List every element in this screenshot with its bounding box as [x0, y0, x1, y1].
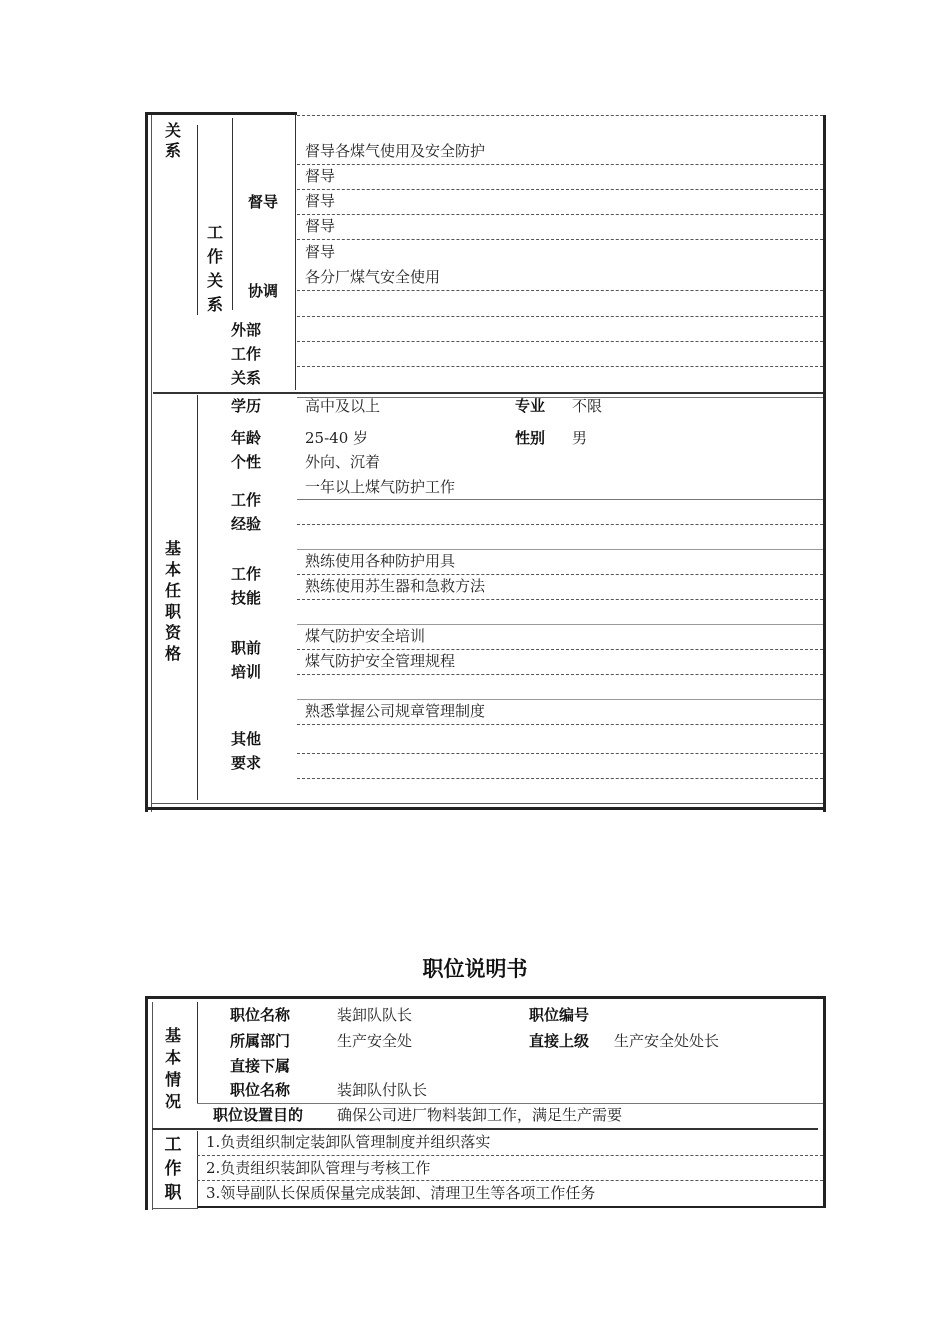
table2-right-border — [823, 996, 826, 1208]
rule — [297, 624, 823, 625]
document-title: 职位说明书 — [422, 957, 528, 981]
table1-top-dash — [297, 115, 823, 116]
education-label: 学历 — [231, 397, 262, 415]
external-label-3: 关系 — [231, 369, 262, 387]
col-sep-3 — [295, 115, 296, 390]
rule — [297, 499, 823, 500]
experience-label-1: 工作 — [231, 491, 262, 509]
skills-label-1: 工作 — [231, 565, 262, 583]
supervise-row-1: 督导各煤气使用及安全防护 — [305, 142, 486, 160]
table2-top-border — [145, 996, 826, 999]
table1-right-border — [823, 115, 826, 812]
rule — [297, 316, 823, 317]
training-label-1: 职前 — [231, 639, 262, 657]
supervise-row-2: 督导 — [305, 167, 336, 185]
rule — [297, 549, 823, 550]
personality-label: 个性 — [231, 453, 262, 471]
gender-value: 男 — [572, 429, 588, 447]
experience-value: 一年以上煤气防护工作 — [305, 478, 456, 496]
table2-section-divider — [152, 1128, 818, 1130]
rule — [297, 724, 823, 725]
position-code-label: 职位编号 — [529, 1006, 590, 1024]
table2-left-inner — [152, 1002, 153, 1210]
col-sep-1b — [197, 395, 198, 800]
rule — [297, 239, 823, 240]
superior-value: 生产安全处处长 — [614, 1032, 720, 1050]
skills-label-2: 技能 — [231, 589, 262, 607]
table2-left-border — [145, 996, 148, 1210]
sub-position-value: 装卸队付队长 — [337, 1081, 428, 1099]
rule — [297, 599, 823, 600]
table2-bottom-left — [152, 1208, 198, 1209]
basic-qualification-label: 基本任职资格 — [164, 539, 181, 663]
duty-item-1: 1.负责组织制定装卸队管理制度并组织落实 — [206, 1133, 491, 1151]
training-label-2: 培训 — [231, 663, 262, 681]
table1-left-border — [145, 112, 148, 812]
rule — [297, 366, 823, 367]
subordinate-label: 直接下属 — [230, 1057, 291, 1075]
external-label-2: 工作 — [231, 345, 262, 363]
coordinate-label: 协调 — [248, 282, 279, 300]
rule — [197, 1155, 823, 1156]
rule — [297, 649, 823, 650]
table2-bottom-border — [197, 1206, 826, 1208]
duty-item-3: 3.领导副队长保质保量完成装卸、清理卫生等各项工作任务 — [206, 1184, 596, 1202]
sub-position-label: 职位名称 — [230, 1081, 291, 1099]
rule — [297, 290, 823, 291]
table1-bottom-border — [145, 807, 826, 810]
external-label-1: 外部 — [231, 321, 262, 339]
training-value-2: 煤气防护安全管理规程 — [305, 652, 456, 670]
rule — [197, 1180, 823, 1181]
rule — [297, 189, 823, 190]
experience-label-2: 经验 — [231, 515, 262, 533]
table1-bottom-border-inner — [151, 803, 823, 804]
col-sep-1 — [197, 125, 198, 315]
rule — [297, 674, 823, 675]
purpose-value: 确保公司进厂物料装卸工作，满足生产需要 — [337, 1106, 623, 1124]
rule — [297, 778, 823, 779]
duty-item-2: 2.负责组织装卸队管理与考核工作 — [206, 1159, 431, 1177]
relation-label: 关系 — [164, 121, 181, 160]
work-relation-label: 工作关系 — [206, 223, 223, 314]
age-label: 年龄 — [231, 429, 262, 447]
supervise-label: 督导 — [248, 193, 279, 211]
table2-col-sep — [197, 1002, 198, 1103]
rule — [297, 341, 823, 342]
education-value: 高中及以上 — [305, 397, 381, 415]
skills-value-2: 熟练使用苏生器和急救方法 — [305, 577, 486, 595]
other-value-1: 熟悉掌握公司规章管理制度 — [305, 702, 486, 720]
rule — [297, 214, 823, 215]
rule — [297, 574, 823, 575]
table1-top-border — [145, 112, 297, 115]
position-name-value: 装卸队队长 — [337, 1006, 413, 1024]
rule — [297, 164, 823, 165]
personality-value: 外向、沉着 — [305, 453, 381, 471]
training-value-1: 煤气防护安全培训 — [305, 627, 426, 645]
other-label-2: 要求 — [231, 754, 262, 772]
coordinate-row-1: 各分厂煤气安全使用 — [305, 268, 441, 286]
supervise-row-3: 督导 — [305, 192, 336, 210]
position-name-label: 职位名称 — [230, 1006, 291, 1024]
table1-left-border-inner — [151, 115, 152, 812]
other-label-1: 其他 — [231, 730, 262, 748]
department-value: 生产安全处 — [337, 1032, 413, 1050]
age-value: 25-40 岁 — [305, 429, 369, 447]
skills-value-1: 熟练使用各种防护用具 — [305, 552, 456, 570]
basic-info-label: 基本情况 — [164, 1026, 181, 1111]
purpose-label: 职位设置目的 — [213, 1106, 304, 1124]
major-value: 不限 — [572, 397, 603, 415]
rule — [297, 524, 823, 525]
rule — [297, 699, 823, 700]
department-label: 所属部门 — [230, 1032, 291, 1050]
major-label: 专业 — [515, 397, 546, 415]
col-sep-2 — [232, 118, 233, 310]
supervise-row-5: 督导 — [305, 243, 336, 261]
gender-label: 性别 — [515, 429, 546, 447]
superior-label: 直接上级 — [529, 1032, 590, 1050]
supervise-row-4: 督导 — [305, 217, 336, 235]
rule — [297, 753, 823, 754]
table2-col-sep-2 — [197, 1131, 198, 1207]
duties-label: 工作职 — [164, 1135, 182, 1203]
